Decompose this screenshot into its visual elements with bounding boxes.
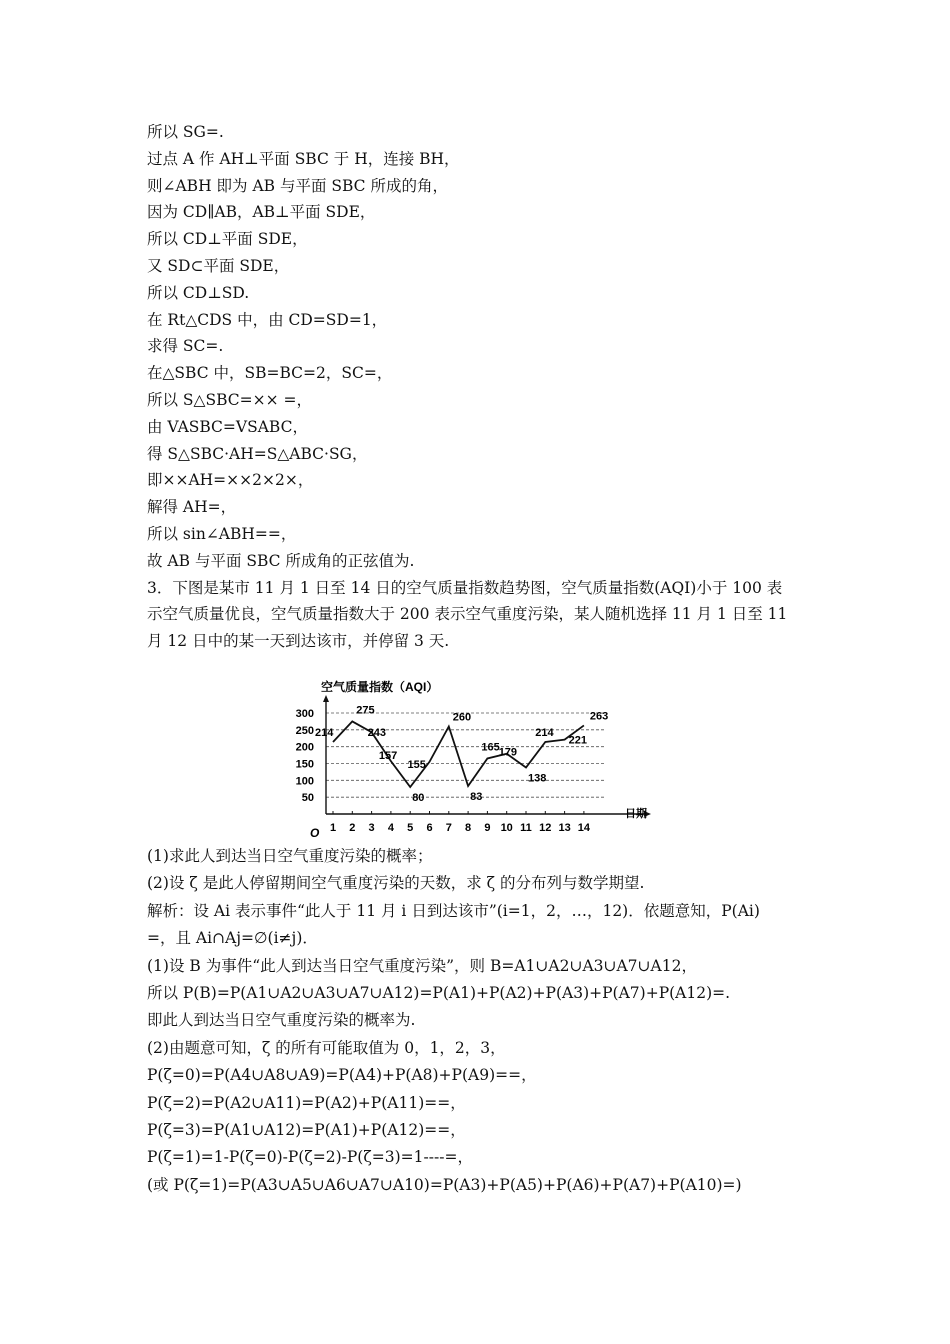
x-tick-label: 6 xyxy=(426,822,433,834)
data-label: 138 xyxy=(528,772,547,785)
solution-line: 解得 AH=， xyxy=(147,498,237,517)
solution-line: 所以 SG=. xyxy=(147,123,224,141)
solution-line: 所以 sin∠ABH==， xyxy=(147,525,297,543)
x-tick-label: 7 xyxy=(445,822,452,834)
origin-label: O xyxy=(310,826,320,840)
aqi-chart-svg xyxy=(283,676,663,841)
data-label: 275 xyxy=(356,704,375,717)
solution-line: 所以 CD⊥平面 SDE， xyxy=(147,230,308,249)
x-tick-label: 5 xyxy=(407,822,414,834)
solution-line: 又 SD⊂平面 SDE， xyxy=(147,257,290,275)
data-label: 157 xyxy=(378,750,398,763)
solution-line: 月 12 日中的某一天到达该市，并停留 3 天. xyxy=(147,632,450,651)
y-tick-label: 100 xyxy=(295,775,314,788)
data-label: 179 xyxy=(498,746,518,759)
y-tick-label: 150 xyxy=(295,758,314,771)
y-tick-label: 200 xyxy=(295,741,314,754)
question-line: =，且 Ai∩Aj=∅(i≠j)． xyxy=(147,929,318,948)
data-label: 83 xyxy=(470,791,483,804)
chart-title: 空气质量指数（AQI） xyxy=(321,680,439,694)
solution-line: 由 VASBC=VSABC， xyxy=(147,417,308,436)
aqi-chart xyxy=(283,676,663,841)
data-label: 243 xyxy=(367,727,386,740)
data-label: 263 xyxy=(589,710,609,723)
solution-line: 在△SBC 中，SB=BC=2，SC=， xyxy=(147,364,393,383)
question-line: P(ζ=3)=P(A1∪A12)=P(A1)+P(A12)==， xyxy=(147,1121,466,1139)
y-tick-label: 50 xyxy=(301,792,314,805)
data-label: 214 xyxy=(535,726,554,739)
data-label: 155 xyxy=(407,758,426,771)
question-line: (1)求此人到达当日空气重度污染的概率； xyxy=(147,847,433,865)
x-tick-label: 3 xyxy=(368,822,375,834)
y-tick-label: 250 xyxy=(295,724,314,737)
x-tick-label: 14 xyxy=(577,822,591,834)
question-line: (2)设 ζ 是此人停留期间空气重度污染的天数，求 ζ 的分布列与数学期望. xyxy=(147,874,645,893)
x-tick-label: 11 xyxy=(520,822,532,834)
solution-line: 所以 S△SBC=×× =， xyxy=(147,391,312,409)
solution-line: 即××AH=××2×2×， xyxy=(147,471,314,490)
solution-line: 所以 CD⊥SD. xyxy=(147,283,250,302)
x-tick-label: 4 xyxy=(387,822,394,834)
question-line: P(ζ=2)=P(A2∪A11)=P(A2)+P(A11)==， xyxy=(147,1093,466,1112)
question-line: (2)由题意可知，ζ 的所有可能取值为 0，1，2，3， xyxy=(147,1038,506,1057)
x-tick-label: 9 xyxy=(484,822,491,834)
solution-line: 求得 SC=. xyxy=(147,337,224,356)
question-line: (1)设 B 为事件“此人到达当日空气重度污染”，则 B=A1∪A2∪A3∪A7∪A12， xyxy=(147,956,697,975)
y-tick-label: 300 xyxy=(295,708,314,720)
x-tick-label: 13 xyxy=(558,822,571,834)
x-tick-label: 12 xyxy=(539,822,552,834)
question-line: 即此人到达当日空气重度污染的概率为. xyxy=(147,1011,416,1030)
x-tick-label: 2 xyxy=(349,822,356,834)
question-line: 所以 P(B)=P(A1∪A2∪A3∪A7∪A12)=P(A1)+P(A2)+P(A3)+P(A7)+P(A12)=. xyxy=(147,984,731,1002)
solution-line: 示空气质量优良，空气质量指数大于 200 表示空气重度污染，某人随机选择 11 月 1 日至 11 xyxy=(147,605,788,624)
x-axis-label: 日期 xyxy=(625,808,647,820)
solution-line: 3．下图是某市 11 月 1 日至 14 日的空气质量指数趋势图，空气质量指数(AQI)小于 100 表 xyxy=(147,578,783,597)
x-tick-label: 10 xyxy=(500,822,513,834)
question-line: (或 P(ζ=1)=P(A3∪A5∪A6∪A7∪A10)=P(A3)+P(A5)+P(A6)+P(A7)+P(A10)=) xyxy=(147,1175,742,1194)
solution-line: 故 AB 与平面 SBC 所成角的正弦值为. xyxy=(147,551,415,570)
question-line: P(ζ=0)=P(A4∪A8∪A9)=P(A4)+P(A8)+P(A9)==， xyxy=(147,1066,537,1085)
x-tick-label: 1 xyxy=(329,822,337,834)
data-label: 165 xyxy=(481,741,500,754)
question-line: P(ζ=1)=1-P(ζ=0)-P(ζ=2)-P(ζ=3)=1----=， xyxy=(147,1148,473,1167)
solution-line: 因为 CD∥AB，AB⊥平面 SDE， xyxy=(147,203,376,222)
data-label: 80 xyxy=(412,792,425,805)
solution-line: 得 S△SBC·AH=S△ABC·SG， xyxy=(147,444,368,463)
data-label: 214 xyxy=(315,726,334,739)
solution-line: 过点 A 作 AH⊥平面 SBC 于 H，连接 BH， xyxy=(147,149,460,168)
x-tick-label: 8 xyxy=(465,822,472,834)
data-label: 260 xyxy=(452,711,472,724)
solution-line: 则∠ABH 即为 AB 与平面 SBC 所成的角， xyxy=(147,176,448,195)
solution-line: 在 Rt△CDS 中，由 CD=SD=1， xyxy=(147,310,388,329)
y-axis-arrow xyxy=(323,695,329,702)
data-label: 221 xyxy=(568,734,587,747)
question-line: 解析：设 Ai 表示事件“此人于 11 月 i 日到达该市”(i=1，2，…，12)．依题意知，P(Ai) xyxy=(147,901,760,920)
